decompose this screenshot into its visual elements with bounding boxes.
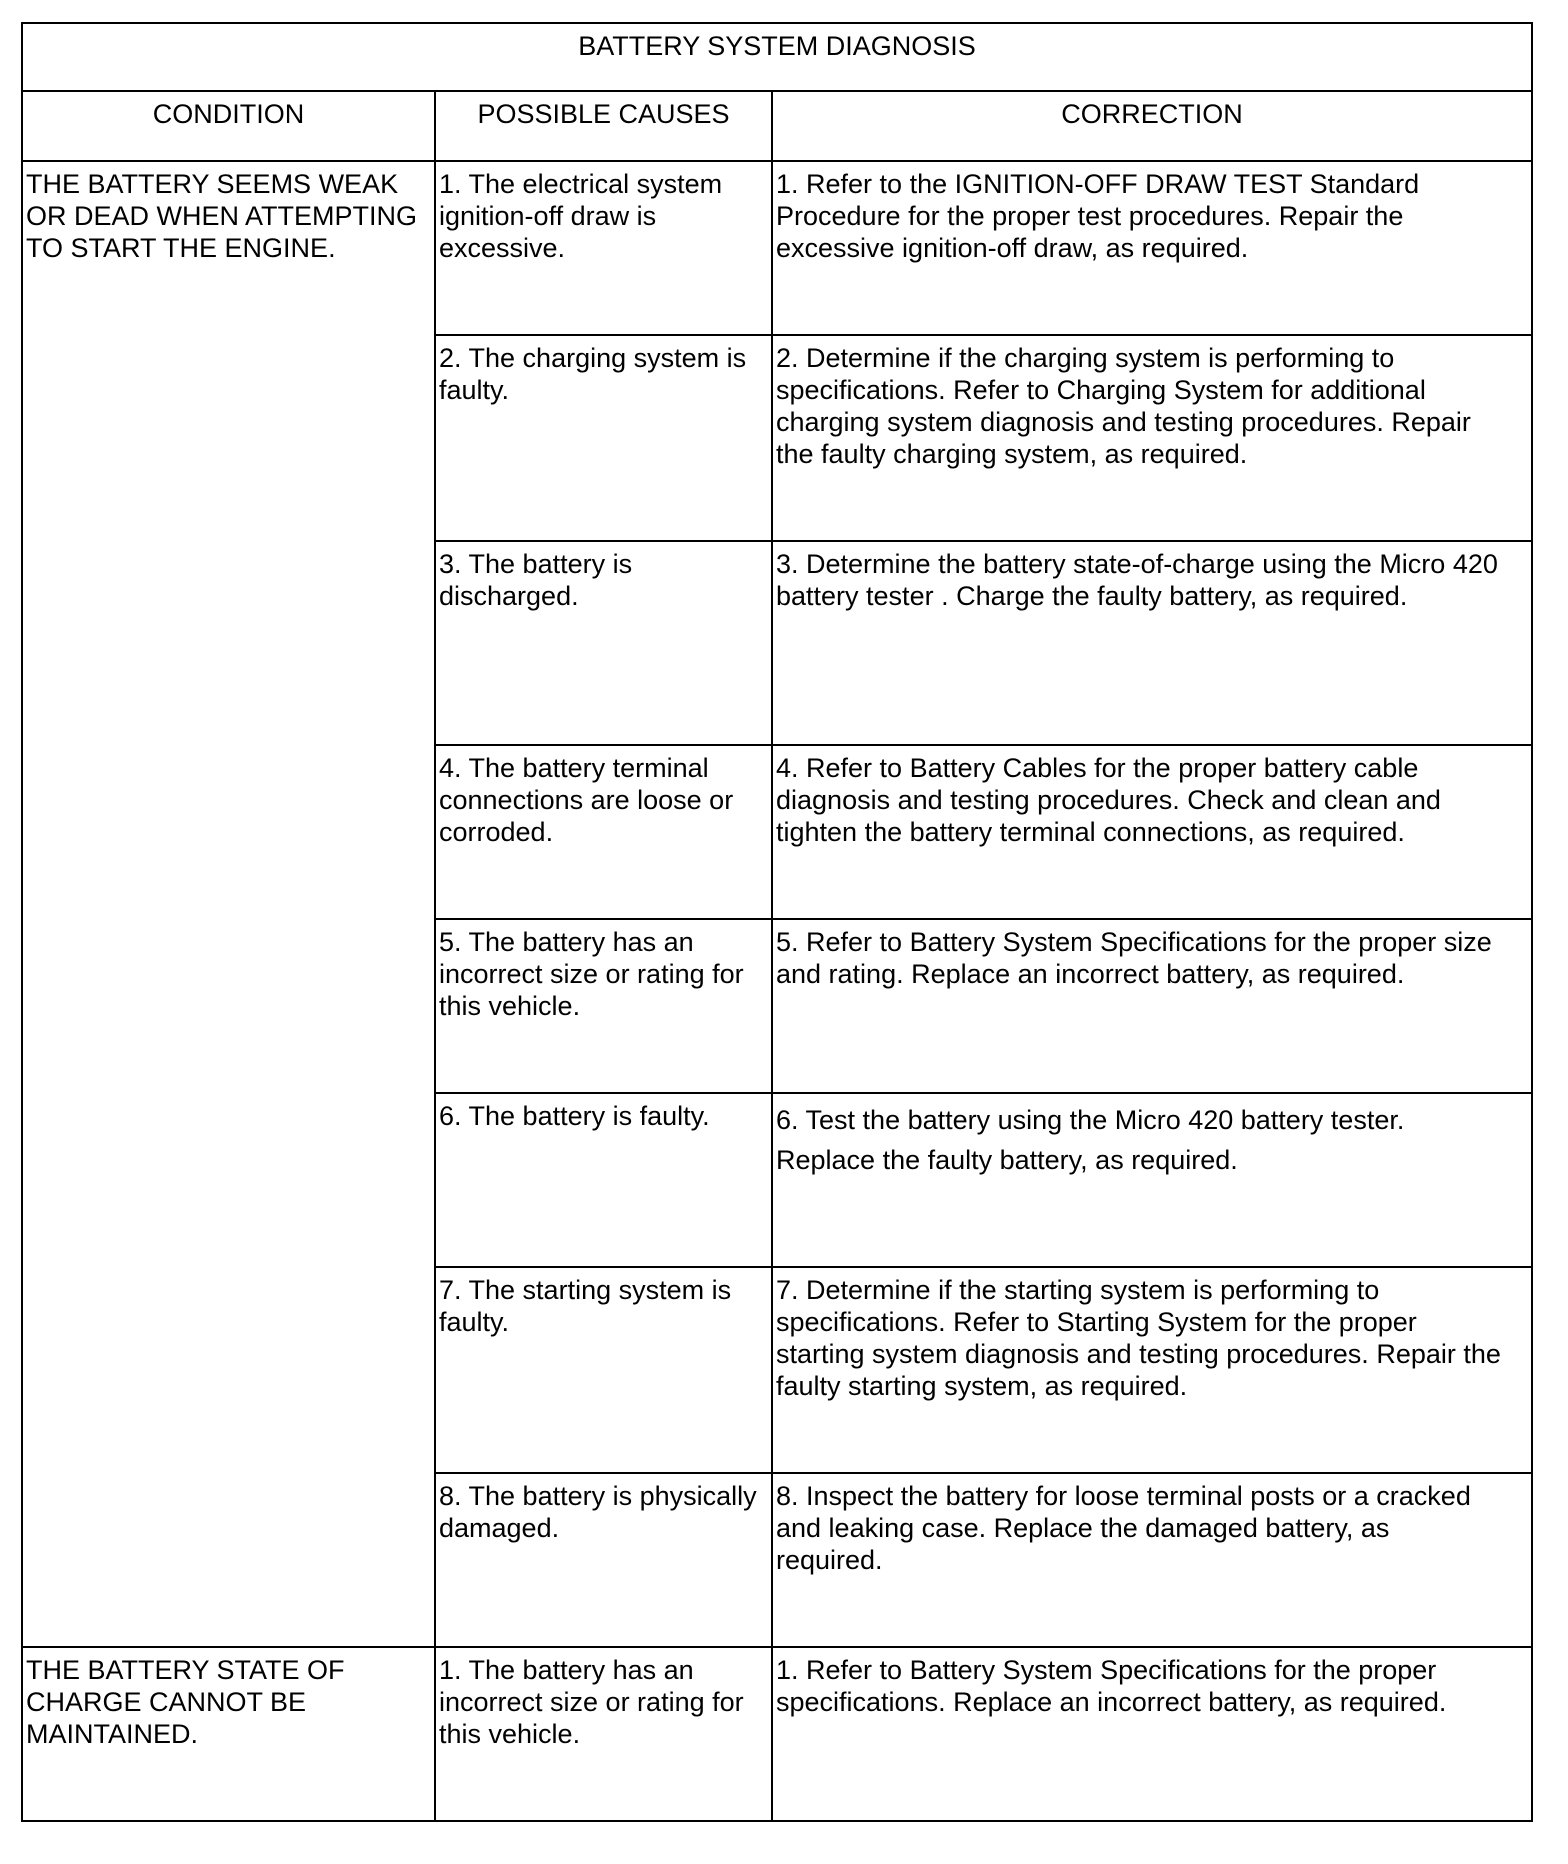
correction-cell [772, 1267, 1532, 1473]
correction-cell [772, 919, 1532, 1093]
correction-text: 1. Refer to the IGNITION-OFF DRAW TEST Standard Procedure for the proper test procedures. Repair the excessive ignition-off draw, as required. [776, 169, 1420, 263]
battery-diagnosis-table [21, 22, 1533, 1822]
cause-text: 1. The electrical system ignition-off draw is excessive. [439, 169, 723, 263]
condition-text: THE BATTERY STATE OF CHARGE CANNOT BE MAINTAINED. [26, 1655, 345, 1749]
header-condition: CONDITION [22, 91, 435, 161]
cause-text: 3. The battery is discharged. [439, 549, 633, 611]
correction-text: 1. Refer to Battery System Specifications for the proper specifications. Replace an incorrect battery, as required. [776, 1655, 1447, 1717]
cause-cell [435, 541, 772, 745]
title-row [22, 23, 1532, 91]
cause-text: 4. The battery terminal connections are loose or corroded. [439, 753, 734, 847]
cause-cell [435, 1093, 772, 1267]
correction-cell [772, 1473, 1532, 1647]
cause-text: 5. The battery has an incorrect size or rating for this vehicle. [439, 927, 744, 1021]
correction-text: 2. Determine if the charging system is performing to specifications. Refer to Charging System for additional charging system diagnosis and testing procedures. Repair the faulty charging system, as required. [776, 343, 1471, 469]
table-title: BATTERY SYSTEM DIAGNOSIS [22, 23, 1532, 91]
cause-text: 6. The battery is faulty. [439, 1101, 710, 1131]
correction-cell [772, 161, 1532, 335]
correction-cell [772, 1647, 1532, 1821]
cause-cell [435, 335, 772, 541]
correction-text: 6. Test the battery using the Micro 420 battery tester. Replace the faulty battery, as required. [776, 1105, 1405, 1175]
cause-text: 1. The battery has an incorrect size or rating for this vehicle. [439, 1655, 744, 1749]
header-row [22, 91, 1532, 161]
cause-cell [435, 745, 772, 919]
correction-text: 7. Determine if the starting system is performing to specifications. Refer to Starting System for the proper starting system diagnosis and testing procedures. Repair the faulty starting system, as required. [776, 1275, 1501, 1401]
correction-text: 4. Refer to Battery Cables for the proper battery cable diagnosis and testing procedures. Check and clean and tighten the battery terminal connections, as required. [776, 753, 1441, 847]
cause-text: 7. The starting system is faulty. [439, 1275, 732, 1337]
correction-cell [772, 1093, 1532, 1267]
cause-cell [435, 1647, 772, 1821]
cause-cell [435, 161, 772, 335]
condition-text: THE BATTERY SEEMS WEAK OR DEAD WHEN ATTEMPTING TO START THE ENGINE. [26, 169, 418, 263]
correction-text: 8. Inspect the battery for loose terminal posts or a cracked and leaking case. Replace the damaged battery, as required. [776, 1481, 1471, 1575]
cause-text: 2. The charging system is faulty. [439, 343, 747, 405]
cause-cell [435, 1473, 772, 1647]
correction-cell [772, 335, 1532, 541]
correction-text: 3. Determine the battery state-of-charge using the Micro 420 battery tester . Charge the faulty battery, as required. [776, 549, 1498, 611]
table-row [22, 1647, 1532, 1821]
condition-cell [22, 161, 435, 1647]
correction-text: 5. Refer to Battery System Specifications for the proper size and rating. Replace an incorrect battery, as required. [776, 927, 1492, 989]
correction-cell [772, 745, 1532, 919]
cause-cell [435, 1267, 772, 1473]
cause-text: 8. The battery is physically damaged. [439, 1481, 757, 1543]
table-row [22, 161, 1532, 335]
cause-cell [435, 919, 772, 1093]
correction-cell [772, 541, 1532, 745]
header-correction: CORRECTION [772, 91, 1532, 161]
condition-cell [22, 1647, 435, 1821]
header-possible-causes: POSSIBLE CAUSES [435, 91, 772, 161]
